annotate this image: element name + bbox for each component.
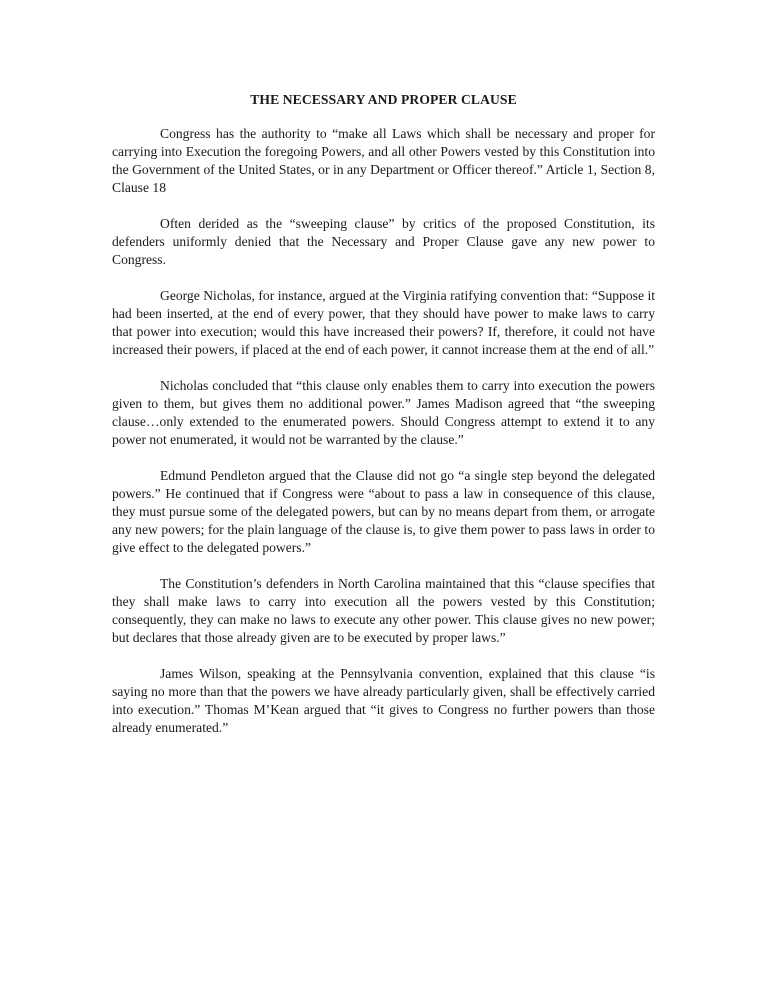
paragraph-sweeping-clause: Often derided as the “sweeping clause” by critics of the proposed Constitution, its defenders uniformly denied that the Necessary and Proper Clause gave any new power to Congress. (112, 216, 655, 267)
paragraph-george-nicholas: George Nicholas, for instance, argued at the Virginia ratifying convention that: “Suppose it had been inserted, at the end of every power, that they should have power to make laws to carry that power into execution; would this have increased their powers? If, therefore, it could not have increased their powers, if placed at the end of each power, it cannot increase them at the end of all.” (112, 288, 655, 357)
document-body (112, 91, 655, 755)
paragraph-edmund-pendleton: Edmund Pendleton argued that the Clause did not go “a single step beyond the delegated powers.” He continued that if Congress were “about to pass a law in consequence of this clause, they must pursue some of the delegated powers, but can by no means depart from them, or arrogate any new powers; for the plain language of the clause is, to give them power to pass laws in order to give effect to the delegated powers.” (112, 468, 655, 555)
paragraph-nicholas-madison: Nicholas concluded that “this clause only enables them to carry into execution the powers given to them, but gives them no additional power.” James Madison agreed that “the sweeping clause…only extended to the enumerated powers. Should Congress attempt to extend it to any power not enumerated, it would not be warranted by the clause.” (112, 378, 655, 447)
document-title: THE NECESSARY AND PROPER CLAUSE (250, 92, 517, 107)
paragraph-north-carolina: The Constitution’s defenders in North Carolina maintained that this “clause specifies that they shall make laws to carry into execution all the powers vested by this Constitution; consequently, they can make no laws to execute any other power. This clause gives no new power; but declares that those already given are to be executed by proper laws.” (112, 576, 655, 645)
paragraph-wilson-mkean: James Wilson, speaking at the Pennsylvania convention, explained that this clause “is saying no more than that the powers we have already particularly given, shall be effectively carried into execution.” Thomas M’Kean argued that “it gives to Congress no further powers than those already enumerated.” (112, 666, 655, 735)
paragraph-constitutional-text: Congress has the authority to “make all Laws which shall be necessary and proper for carrying into Execution the foregoing Powers, and all other Powers vested by this Constitution into the Government of the United States, or in any Department or Officer thereof.” Article 1, Section 8, Clause 18 (112, 126, 655, 195)
